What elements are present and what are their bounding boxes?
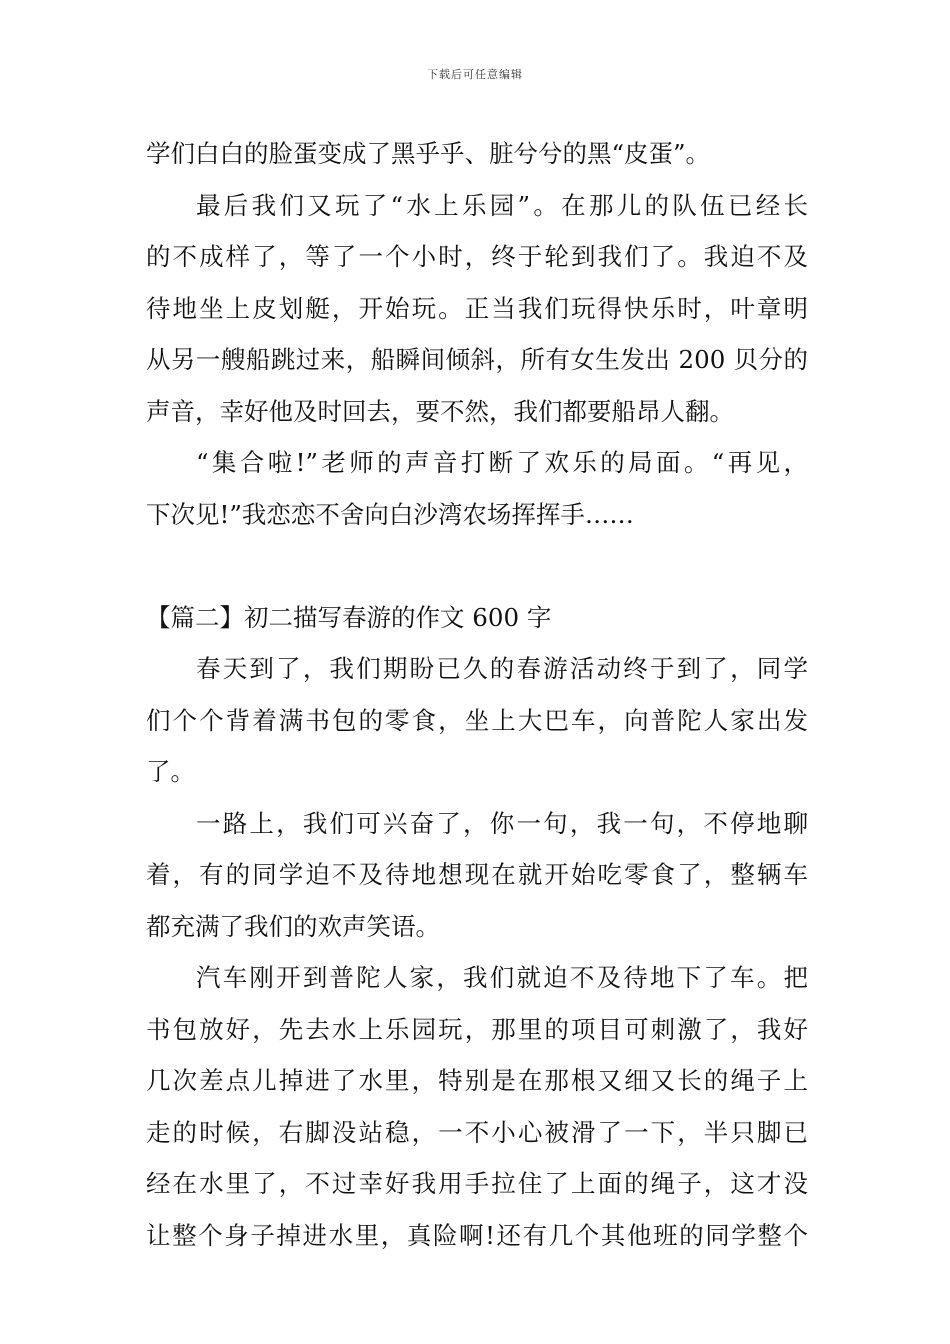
paragraph-line: 的不成样了，等了一个小时，终于轮到我们了。我迫不及 bbox=[146, 242, 808, 271]
page-header-note: 下载后可任意编辑 bbox=[427, 68, 523, 81]
section-title: 【篇二】初二描写春游的作文 600 字 bbox=[146, 602, 552, 632]
paragraph-line: 春天到了，我们期盼已久的春游活动终于到了，同学 bbox=[196, 654, 808, 683]
paragraph-line: 经在水里了，不过幸好我用手拉住了上面的绳子，这才没 bbox=[146, 1169, 808, 1198]
paragraph-line: 从另一艘船跳过来，船瞬间倾斜，所有女生发出 200 贝分的 bbox=[146, 345, 808, 374]
paragraph-line: 下次见!”我恋恋不舍向白沙湾农场挥挥手…… bbox=[146, 499, 634, 529]
blank-line bbox=[146, 540, 808, 592]
paragraph-line: 们个个背着满书包的零食，坐上大巴车，向普陀人家出发 bbox=[146, 705, 808, 735]
paragraph-line: 着，有的同学迫不及待地想现在就开始吃零食了，整辆车 bbox=[146, 860, 808, 889]
paragraph-line: 走的时候，右脚没站稳，一不小心被滑了一下，半只脚已 bbox=[146, 1117, 808, 1147]
paragraph-line: 学们白白的脸蛋变成了黑乎乎、脏兮兮的黑“皮蛋”。 bbox=[146, 139, 711, 168]
paragraph-line: 让整个身子掉进水里，真险啊!还有几个其他班的同学整个 bbox=[146, 1220, 808, 1250]
paragraph-line: 一路上，我们可兴奋了，你一句，我一句，不停地聊 bbox=[196, 808, 808, 838]
paragraph-line: 声音，幸好他及时回去，要不然，我们都要船昂人翻。 bbox=[146, 396, 734, 426]
paragraph-line: “集合啦!”老师的声音打断了欢乐的局面。“再见， bbox=[196, 448, 808, 477]
paragraph-line: 了。 bbox=[146, 757, 195, 786]
paragraph-line: 书包放好，先去水上乐园玩，那里的项目可刺激了，我好 bbox=[146, 1014, 808, 1044]
paragraph-line: 都充满了我们的欢声笑语。 bbox=[146, 911, 440, 941]
paragraph-line: 最后我们又玩了“水上乐园”。在那儿的队伍已经长 bbox=[196, 190, 808, 220]
document-body bbox=[146, 128, 808, 1261]
paragraph-line: 汽车刚开到普陀人家，我们就迫不及待地下了车。把 bbox=[196, 963, 808, 992]
paragraph-line: 几次差点儿掉进了水里，特别是在那根又细又长的绳子上 bbox=[146, 1066, 808, 1095]
paragraph-line: 待地坐上皮划艇，开始玩。正当我们玩得快乐时，叶章明 bbox=[146, 293, 808, 323]
